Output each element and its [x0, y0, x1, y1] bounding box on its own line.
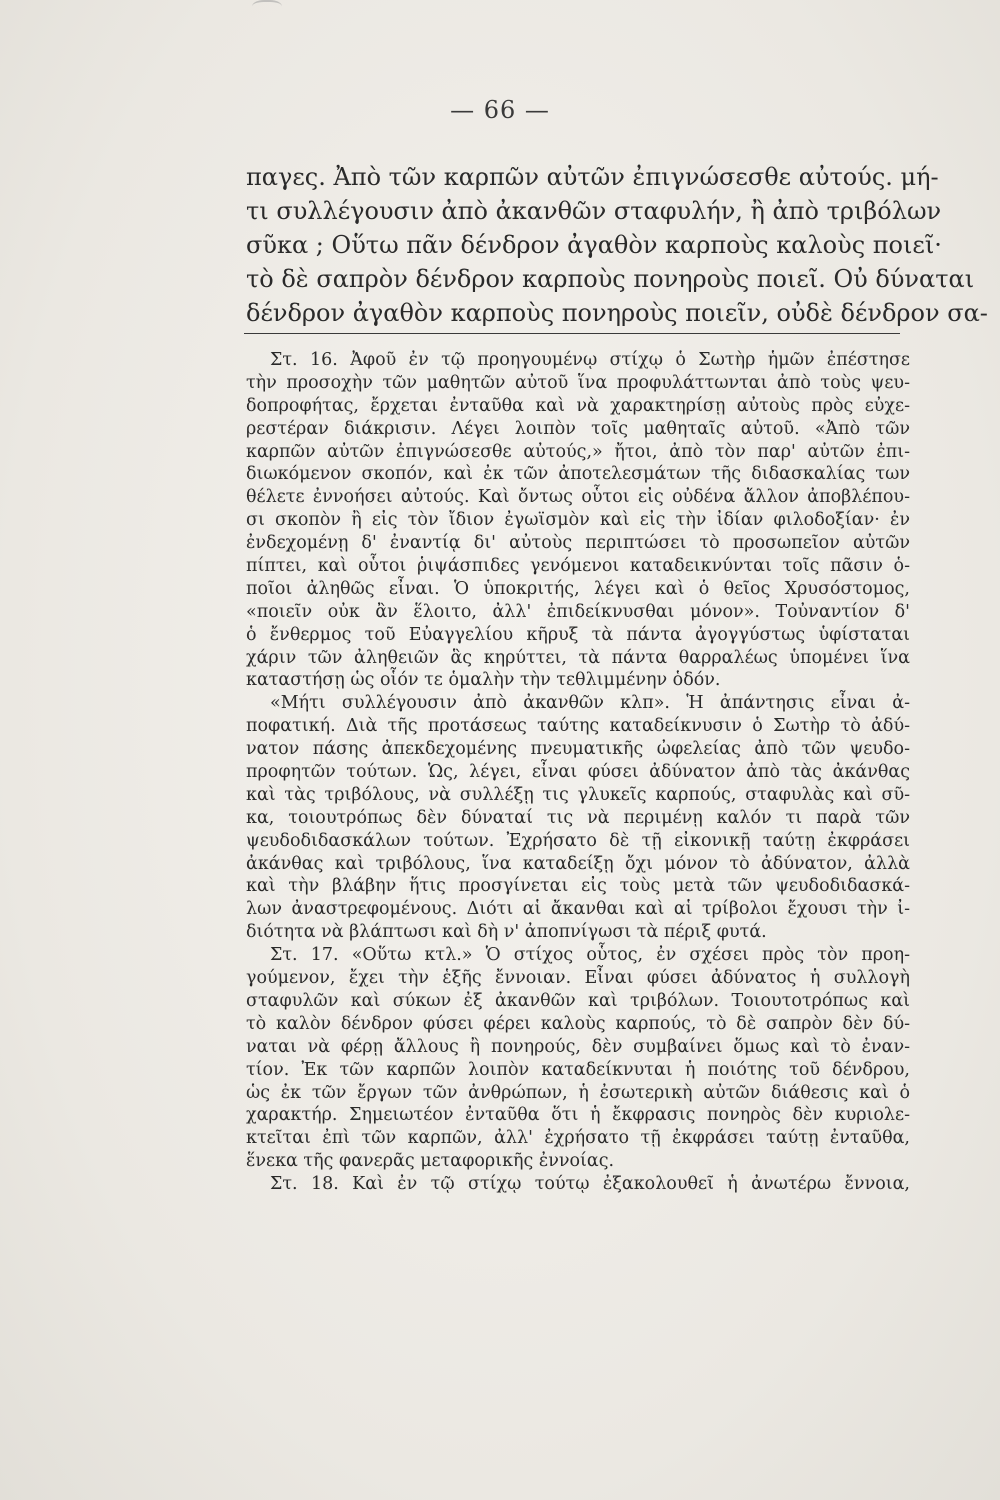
scripture-line: παγες. Ἀπὸ τῶν καρπῶν αὐτῶν ἐπιγνώσεσθε αὐτούς. μή-	[246, 163, 939, 191]
scripture-line: τι συλλέγουσιν ἀπὸ ἀκανθῶν σταφυλήν, ἢ ἀπὸ τριβόλων	[246, 197, 942, 225]
commentary-line: ἀκάνθας καὶ τριβόλους, ἵνα καταδείξῃ ὄχι μόνον τὸ ἀδύνατον, ἀλλὰ	[246, 853, 910, 874]
commentary-line: ψευδοδιδασκάλων τούτων. Ἐχρήσατο δὲ τῇ εἰκονικῇ ταύτῃ ἐκφράσει	[246, 830, 910, 851]
commentary-line: ρεστέραν διάκρισιν. Λέγει λοιπὸν τοῖς μαθηταῖς αὐτοῦ. «Ἀπὸ τῶν	[246, 418, 910, 439]
scripture-text	[246, 160, 988, 330]
commentary-line: πίπτει, καὶ οὗτοι ῥιψάσπιδες γενόμενοι καταδεικνύνται τοῖς πᾶσιν ὁ-	[246, 556, 910, 577]
section-divider	[244, 333, 900, 334]
commentary-line: λων ἀναστρεφομένους. Διότι αἱ ἄκανθαι καὶ αἱ τρίβολοι ἔχουσι τὴν ἰ-	[246, 899, 910, 920]
commentary-line: διότητα νὰ βλάπτωσι καὶ δὴ ν' ἀποπνίγωσι τὰ πέριξ φυτά.	[246, 922, 767, 943]
scripture-line: τὸ δὲ σαπρὸν δένδρον καρποὺς πονηροὺς ποιεῖ. Οὐ δύναται	[246, 265, 975, 293]
commentary-line: Στ. 16. Ἀφοῦ ἐν τῷ προηγουμένῳ στίχῳ ὁ Σωτὴρ ἡμῶν ἐπέστησε	[270, 350, 910, 370]
commentary-line: ναται νὰ φέρῃ ἄλλους ἢ πονηρούς, δὲν συμβαίνει ὅμως καὶ τὸ ἐναν-	[246, 1036, 910, 1057]
commentary-line: σταφυλῶν καὶ σύκων ἐξ ἀκανθῶν καὶ τριβόλων. Τοιουτοτρόπως καὶ	[246, 990, 910, 1011]
commentary-line: καταστήσῃ ὡς οἷόν τε ὁμαλὴν τὴν τεθλιμμένην ὁδόν.	[246, 670, 721, 691]
commentary-line: τὸ καλὸν δένδρον φύσει φέρει καλοὺς καρπούς, τὸ δὲ σαπρὸν δὲν δύ-	[246, 1013, 910, 1034]
commentary-line: θέλετε ἐννοήσει αὐτούς. Καὶ ὄντως οὗτοι εἰς οὐδένα ἄλλον ἀποβλέπου-	[246, 487, 910, 508]
commentary-line: τὴν προσοχὴν τῶν μαθητῶν αὐτοῦ ἵνα προφυλάττωνται ἀπὸ τοὺς ψευ-	[246, 372, 910, 393]
commentary-line: γούμενον, ἔχει τὴν ἑξῆς ἔννοιαν. Εἶναι φύσει ἀδύνατος ἡ συλλογὴ	[246, 968, 910, 989]
commentary-text	[246, 349, 910, 1196]
commentary-line: ἕνεκα τῆς φανερᾶς μεταφορικῆς ἐννοίας.	[246, 1151, 615, 1172]
scripture-line: σῦκα ; Οὕτω πᾶν δένδρον ἀγαθὸν καρποὺς καλοὺς ποιεῖ·	[246, 231, 942, 259]
commentary-line: τίον. Ἐκ τῶν καρπῶν λοιπὸν καταδείκνυται ἡ ποιότης τοῦ δένδρου,	[246, 1059, 910, 1080]
commentary-line: Στ. 18. Καὶ ἐν τῷ στίχῳ τούτῳ ἐξακολουθεῖ ἡ ἀνωτέρω ἔννοια,	[270, 1174, 910, 1195]
commentary-line: σι σκοπὸν ἢ εἰς τὸν ἴδιον ἐγωϊσμὸν καὶ εἰς τὴν ἰδίαν φιλοδοξίαν· ἐν	[246, 510, 910, 531]
commentary-line: ὡς ἐκ τῶν ἔργων τῶν ἀνθρώπων, ἡ ἐσωτερικὴ αὐτῶν διάθεσις καὶ ὁ	[246, 1082, 910, 1103]
commentary-line: ποῖοι ἀληθῶς εἶναι. Ὁ ὑποκριτής, λέγει καὶ ὁ θεῖος Χρυσόστομος,	[246, 578, 910, 599]
commentary-line: Στ. 17. «Οὕτω κτλ.» Ὁ στίχος οὗτος, ἐν σχέσει πρὸς τὸν προη-	[270, 945, 910, 966]
commentary-line: «ποιεῖν οὐκ ἂν ἕλοιτο, ἀλλ' ἐπιδείκνυσθαι μόνον». Τοὐναντίον δ'	[246, 601, 910, 622]
commentary-line: νατον πάσης ἀπεκδεχομένης πνευματικῆς ὠφελείας ἀπὸ τῶν ψευδο-	[246, 739, 910, 760]
page-number: — 66 —	[450, 96, 550, 124]
commentary-line: χαρακτήρ. Σημειωτέον ἐνταῦθα ὅτι ἡ ἔκφρασις πονηρὸς δὲν κυριολε-	[246, 1105, 910, 1126]
commentary-line: καρπῶν αὐτῶν ἐπιγνώσεσθε αὐτούς,» ἤτοι, ἀπὸ τὸν παρ' αὐτῶν ἐπι-	[246, 441, 910, 462]
corner-stain-mark	[252, 0, 282, 16]
commentary-line: δοπροφήτας, ἔρχεται ἐνταῦθα καὶ νὰ χαρακτηρίσῃ αὐτοὺς πρὸς εὐχε-	[246, 395, 910, 416]
commentary-line: ποφατική. Διὰ τῆς προτάσεως ταύτης καταδείκνυσιν ὁ Σωτὴρ τὸ ἀδύ-	[246, 716, 910, 737]
commentary-line: κτεῖται ἐπὶ τῶν καρπῶν, ἀλλ' ἐχρήσατο τῇ ἐκφράσει ταύτῃ ἐνταῦθα,	[246, 1128, 910, 1149]
commentary-line: ἐνδεχομένῃ δ' ἐναντίᾳ δι' αὐτοὺς περιπτώσει τὸ προσωπεῖον αὐτῶν	[246, 533, 910, 554]
commentary-line: διωκόμενον σκοπόν, καὶ ἐκ τῶν ἀποτελεσμάτων τῆς διδασκαλίας των	[246, 464, 910, 485]
commentary-line: κα, τοιουτρόπως δὲν δύναταί τις νὰ περιμένῃ καλόν τι παρὰ τῶν	[246, 807, 910, 828]
commentary-line: καὶ τὴν βλάβην ἥτις προσγίνεται εἰς τοὺς μετὰ τῶν ψευδοδιδασκά-	[246, 876, 910, 897]
commentary-line: ὁ ἔνθερμος τοῦ Εὐαγγελίου κῆρυξ τὰ πάντα ἀγογγύστως ὑφίσταται	[246, 624, 910, 645]
scripture-line: δένδρον ἀγαθὸν καρποὺς πονηροὺς ποιεῖν, οὐδὲ δένδρον σα-	[246, 299, 988, 327]
commentary-line: καὶ τὰς τριβόλους, νὰ συλλέξῃ τις γλυκεῖς καρπούς, σταφυλὰς καὶ σῦ-	[246, 784, 910, 805]
commentary-line: χάριν τῶν ἀληθειῶν ἃς κηρύττει, τὰ πάντα θαρραλέως ὑπομένει ἵνα	[246, 647, 910, 668]
commentary-line: «Μήτι συλλέγουσιν ἀπὸ ἀκανθῶν κλπ». Ἡ ἀπάντησις εἶναι ἀ-	[270, 693, 910, 714]
commentary-line: προφητῶν τούτων. Ὡς, λέγει, εἶναι φύσει ἀδύνατον ἀπὸ τὰς ἀκάνθας	[246, 762, 910, 783]
